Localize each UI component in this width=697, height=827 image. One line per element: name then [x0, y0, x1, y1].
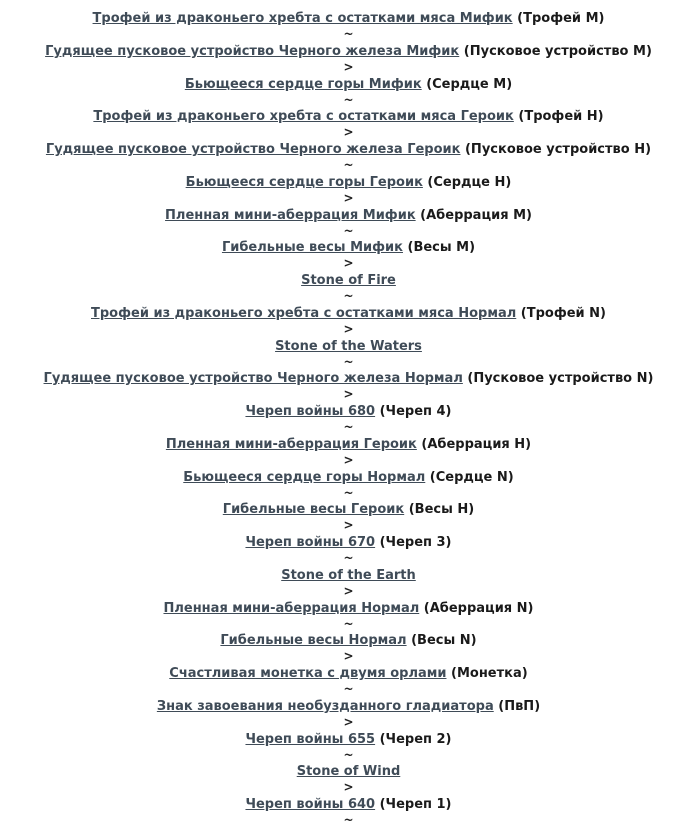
item-link[interactable]: Череп войны 670: [245, 535, 376, 550]
item-note: (Пусковое устройство N): [462, 371, 654, 387]
separator-symbol: ~: [343, 158, 354, 172]
list-item: [0, 11, 697, 27]
list-item: [0, 208, 697, 224]
separator-symbol: ~: [343, 92, 354, 107]
separator-symbol: >: [343, 321, 354, 336]
separator-symbol: >: [343, 190, 354, 205]
item-link[interactable]: Stone of Wind: [296, 764, 401, 780]
item-note: (Трофей Н): [513, 109, 604, 125]
item-link[interactable]: Stone of Fire: [301, 273, 396, 288]
list-item: [0, 339, 697, 355]
list-item: [0, 175, 697, 191]
separator-symbol: >: [343, 583, 354, 598]
item-note: (Пусковое устройство М): [459, 43, 652, 59]
list-item: [0, 437, 697, 453]
list-item: [0, 502, 697, 518]
separator-symbol: >: [343, 59, 354, 74]
item-note: (Череп 4): [375, 404, 452, 419]
list-item: [0, 404, 697, 420]
item-note: (Череп 3): [375, 535, 452, 550]
item-link[interactable]: Гудящее пусковое устройство Черного железа Мифик: [45, 43, 460, 59]
item-note: (Трофей N): [516, 305, 606, 321]
separator-symbol: ~: [343, 485, 354, 500]
item-note: (Сердце N): [425, 469, 514, 485]
item-link[interactable]: Пленная мини-аберрация Нормал: [163, 600, 420, 616]
separator-symbol: >: [343, 518, 354, 533]
item-link[interactable]: Череп войны 655: [245, 731, 376, 747]
list-item: [0, 44, 697, 60]
item-note: (Сердце Н): [422, 174, 512, 190]
list-item: [0, 371, 697, 387]
item-link[interactable]: Гибельные весы Мифик: [221, 240, 403, 256]
item-link[interactable]: Гибельные весы Нормал: [220, 633, 407, 649]
separator-symbol: ~: [343, 682, 354, 696]
list-item: [0, 699, 697, 715]
list-item: [0, 306, 697, 322]
separator-symbol: ~: [343, 354, 354, 369]
list-item: [0, 273, 697, 289]
item-note: (Череп 1): [375, 797, 452, 812]
list-item: [0, 764, 697, 780]
list-item: [0, 142, 697, 158]
separator-symbol: >: [343, 649, 354, 664]
list-item: [0, 240, 697, 256]
item-link[interactable]: Трофей из драконьего хребта с остатками мяса Нормал: [91, 305, 517, 321]
separator-symbol: ~: [343, 27, 354, 41]
item-note: (Череп 2): [375, 731, 452, 747]
item-note: (Весы Н): [404, 502, 475, 518]
item-note: (ПвП): [493, 698, 541, 714]
item-note: (Аберрация М): [415, 207, 532, 223]
item-link[interactable]: Счастливая монетка с двумя орлами: [169, 666, 447, 681]
item-link[interactable]: Пленная мини-аберрация Мифик: [165, 207, 416, 223]
item-link[interactable]: Гудящее пусковое устройство Черного железа Героик: [45, 142, 461, 157]
item-link[interactable]: Череп войны 680: [245, 404, 376, 419]
item-link[interactable]: Трофей из драконьего хребта с остатками мяса Мифик: [92, 11, 513, 26]
item-note: (Трофей М): [512, 11, 605, 26]
list-item: [0, 568, 697, 584]
item-link[interactable]: Знак завоевания необузданного гладиатора: [156, 698, 494, 714]
separator-symbol: ~: [343, 813, 354, 827]
separator-symbol: >: [343, 714, 354, 729]
item-note: (Сердце М): [421, 76, 513, 92]
list-item: [0, 470, 697, 486]
separator-symbol: >: [343, 780, 354, 795]
list-item: [0, 601, 697, 617]
item-link[interactable]: Бьющееся сердце горы Нормал: [183, 469, 426, 485]
item-link[interactable]: Гудящее пусковое устройство Черного железа Нормал: [43, 371, 463, 387]
item-link[interactable]: Stone of the Waters: [275, 338, 422, 354]
list-item: [0, 77, 697, 93]
item-link[interactable]: Stone of the Earth: [281, 567, 416, 583]
item-link[interactable]: Бьющееся сердце горы Героик: [185, 174, 423, 190]
item-link[interactable]: Череп войны 640: [245, 797, 376, 812]
item-note: (Монетка): [446, 666, 528, 681]
list-item: [0, 666, 697, 682]
list-item: [0, 535, 697, 551]
separator-symbol: ~: [343, 551, 354, 565]
separator-symbol: >: [343, 452, 354, 467]
list-item: [0, 633, 697, 649]
separator-symbol: ~: [343, 616, 354, 631]
separator-symbol: >: [343, 387, 354, 402]
item-link[interactable]: Гибельные весы Героик: [222, 502, 405, 518]
list-item: [0, 797, 697, 813]
item-link[interactable]: Бьющееся сердце горы Мифик: [184, 76, 422, 92]
separator-symbol: >: [343, 256, 354, 271]
separator-symbol: ~: [343, 223, 354, 238]
item-note: (Весы М): [402, 240, 476, 256]
list-item: [0, 732, 697, 748]
separator-symbol: >: [343, 125, 354, 140]
separator-symbol: ~: [343, 420, 354, 434]
separator-symbol: ~: [343, 289, 354, 303]
separator-symbol: ~: [343, 747, 354, 762]
item-link[interactable]: Трофей из драконьего хребта с остатками мяса Героик: [93, 109, 514, 125]
item-note: (Аберрация N): [419, 600, 534, 616]
item-note: (Аберрация Н): [416, 436, 532, 452]
list-item: [0, 109, 697, 125]
item-note: (Весы N): [406, 633, 477, 649]
item-note: (Пусковое устройство Н): [460, 142, 652, 157]
item-link[interactable]: Пленная мини-аберрация Героик: [165, 436, 417, 452]
